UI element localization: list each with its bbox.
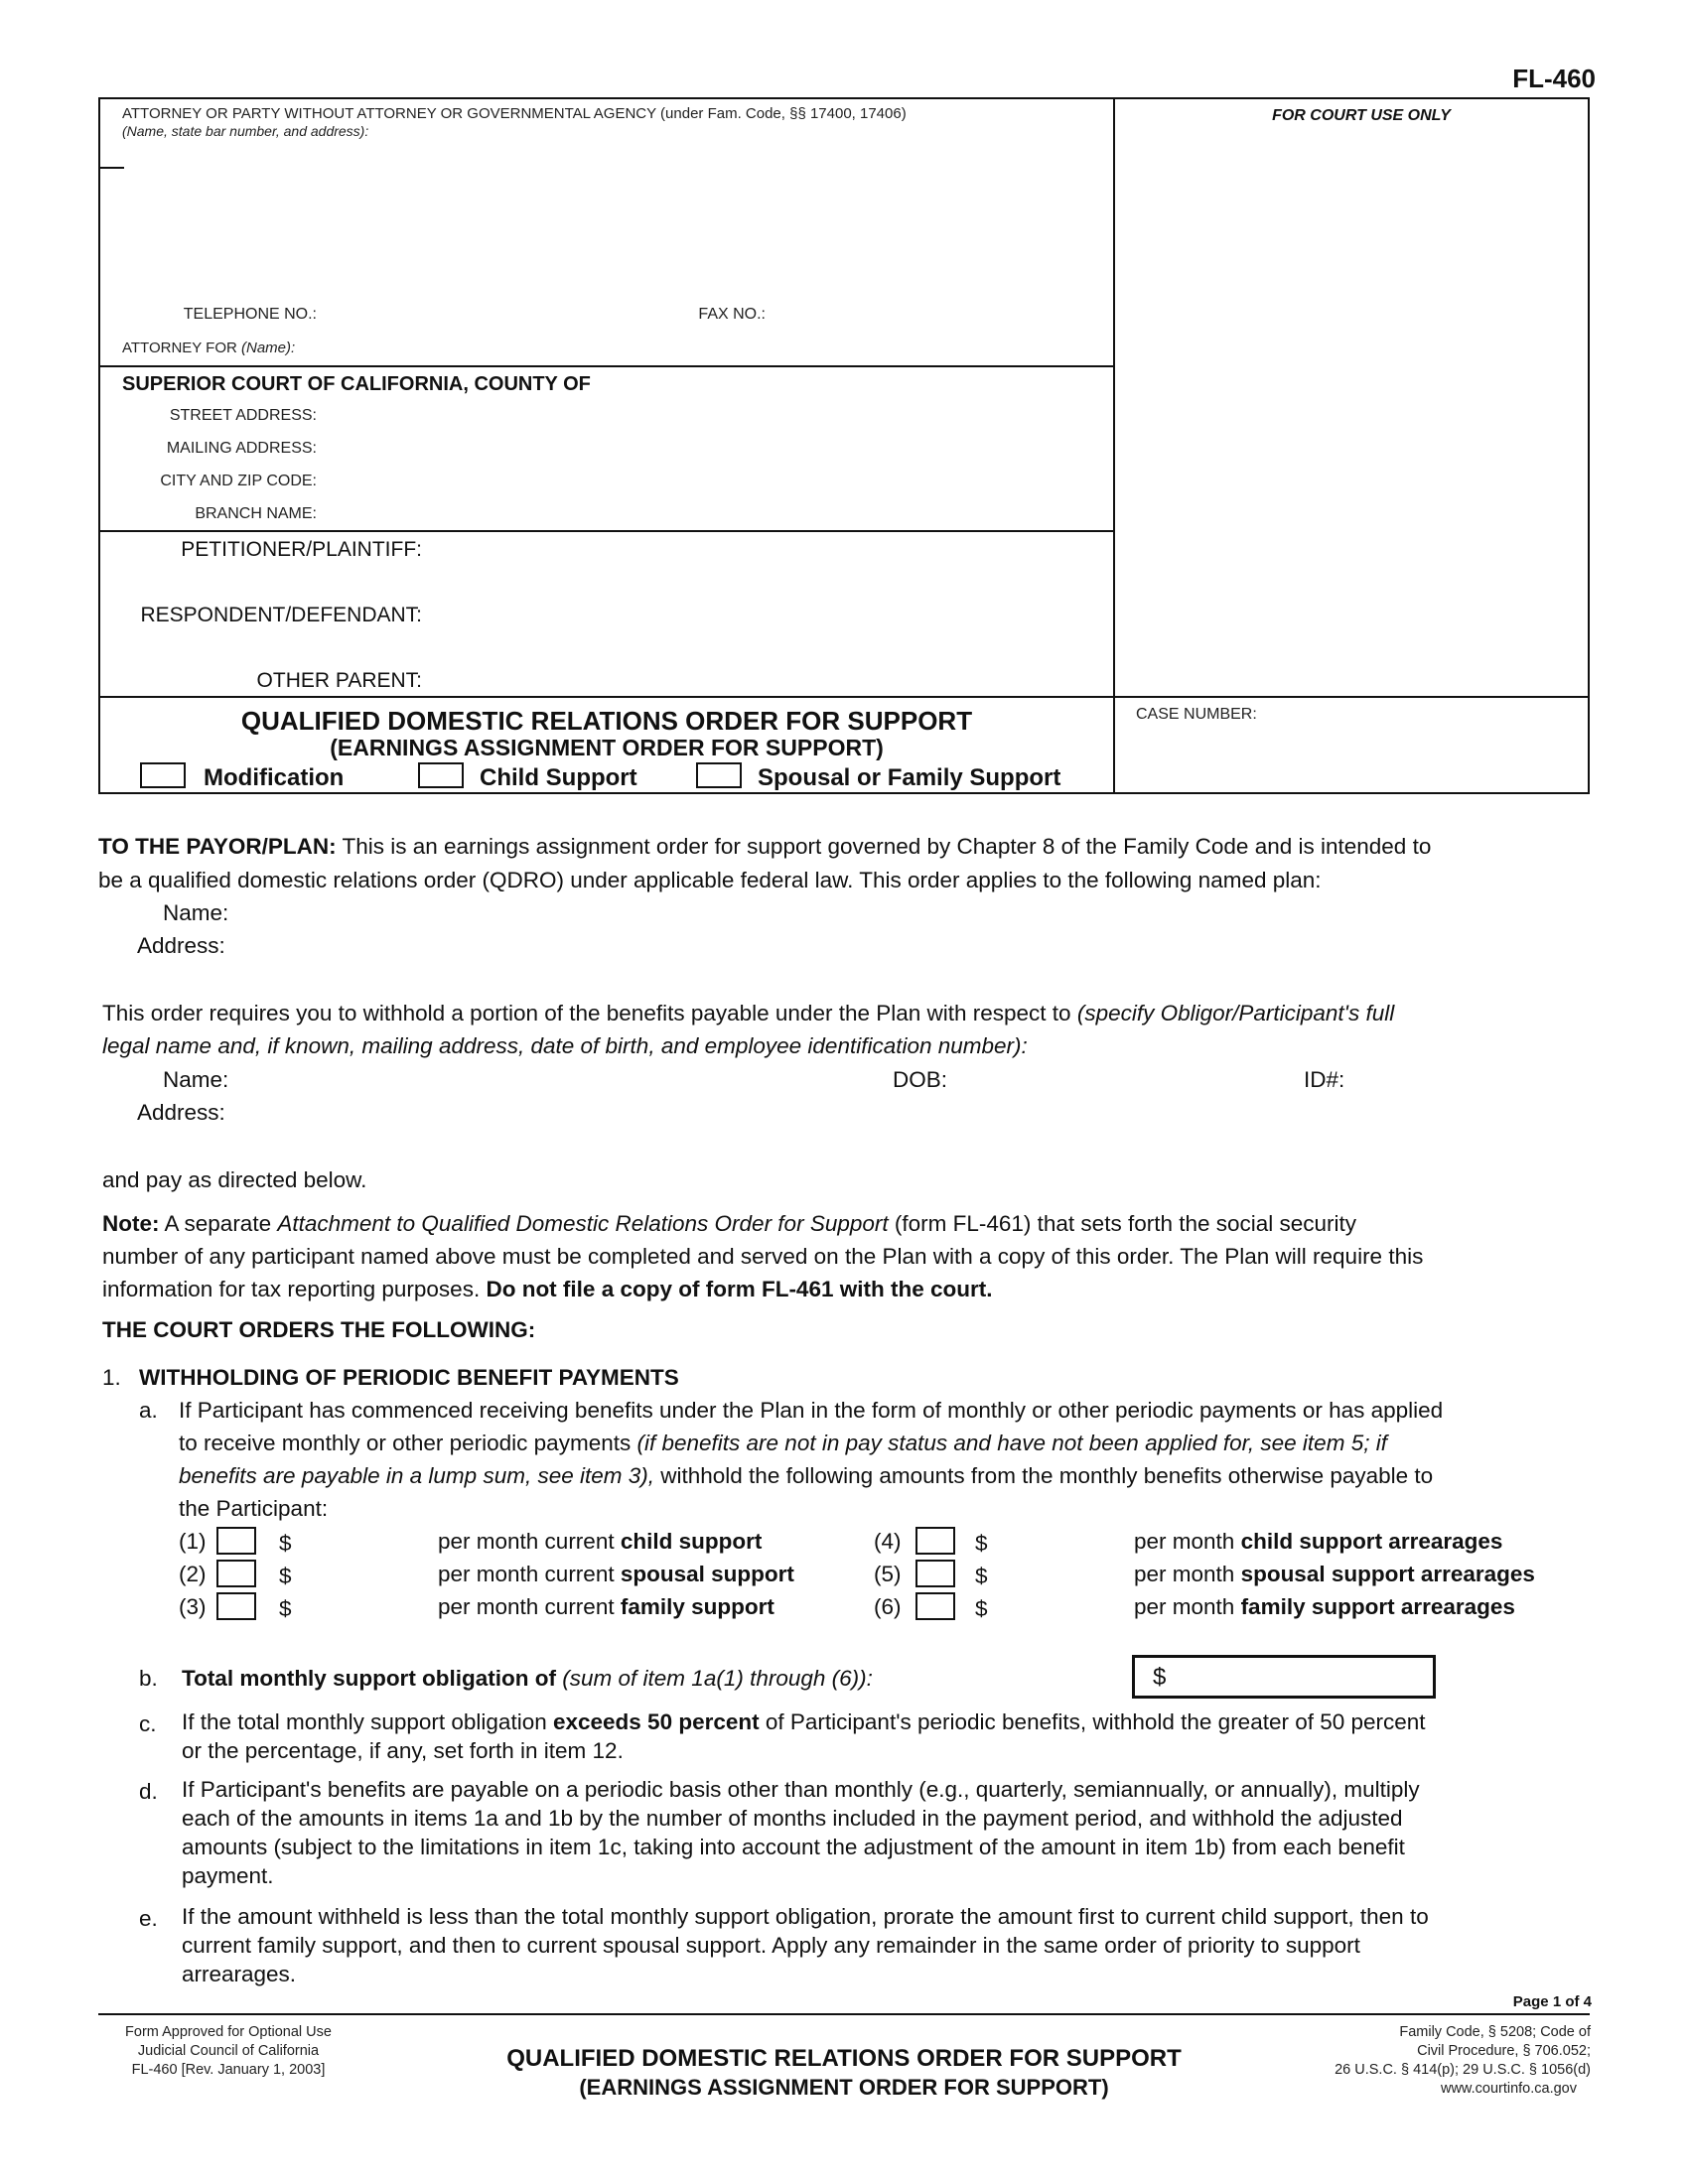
row5-checkbox[interactable] <box>915 1560 955 1587</box>
row6-checkbox[interactable] <box>915 1592 955 1620</box>
item1d-line3: amounts (subject to the limitations in item 1c, taking into account the adjustment of the amount in item 1b) from each benefit <box>182 1835 1405 1859</box>
payor-line2: be a qualified domestic relations order (QDRO) under applicable federal law. This order applies to the following named plan: <box>98 868 1322 892</box>
withhold-line1: This order requires you to withhold a portion of the benefits payable under the Plan with respect to (specify Obligor/Participant's full <box>102 1001 1395 1025</box>
branch-name-field[interactable] <box>324 501 1103 525</box>
court-title: SUPERIOR COURT OF CALIFORNIA, COUNTY OF <box>122 373 591 395</box>
footer-approval-line3: FL-460 [Rev. January 1, 2003] <box>131 2062 326 2078</box>
footer-citation-line2: Civil Procedure, § 706.052; <box>1417 2043 1591 2059</box>
attorney-sublabel: (Name, state bar number, and address): <box>122 123 369 139</box>
telephone-label: TELEPHONE NO.: <box>183 306 317 323</box>
plan-name-field[interactable] <box>238 896 1529 926</box>
modification-label: Modification <box>204 764 345 791</box>
row6-number: (6) <box>874 1594 902 1619</box>
row1-amount-field[interactable] <box>298 1527 427 1555</box>
item1a-line4: the Participant: <box>179 1496 329 1521</box>
item1a-letter: a. <box>139 1398 158 1423</box>
other-parent-label: OTHER PARENT: <box>256 669 422 692</box>
caption-divider-2 <box>100 530 1113 532</box>
court-orders-heading: THE COURT ORDERS THE FOLLOWING: <box>102 1317 536 1342</box>
item1d-letter: d. <box>139 1779 158 1804</box>
plan-address-label: Address: <box>137 933 225 958</box>
branch-name-label: BRANCH NAME: <box>195 505 317 522</box>
row4-number: (4) <box>874 1529 902 1554</box>
participant-address-field[interactable] <box>238 1096 1529 1126</box>
row1-checkbox[interactable] <box>216 1527 256 1555</box>
case-number-field[interactable] <box>1133 729 1585 788</box>
item1e-line2: current family support, and then to current spousal support. Apply any remainder in the same order of priority to support <box>182 1933 1360 1958</box>
mailing-address-label: MAILING ADDRESS: <box>166 440 317 457</box>
item1c-letter: c. <box>139 1711 157 1736</box>
withhold-line2: legal name and, if known, mailing address, date of birth, and employee identification number): <box>102 1033 1028 1058</box>
row4-amount-field[interactable] <box>995 1527 1124 1555</box>
dob-label: DOB: <box>893 1067 948 1092</box>
footer-title-line2: (EARNINGS ASSIGNMENT ORDER FOR SUPPORT) <box>579 2075 1109 2100</box>
footer-website-link[interactable]: www.courtinfo.ca.gov <box>1440 2081 1577 2097</box>
item1e-line3: arrearages. <box>182 1962 297 1986</box>
note-line3: information for tax reporting purposes. Do not file a copy of form FL-461 with the court. <box>102 1277 993 1301</box>
attorney-info-field[interactable] <box>124 147 1107 306</box>
item1a-line1: If Participant has commenced receiving benefits under the Plan in the form of monthly or other periodic payments or has applied <box>179 1398 1444 1423</box>
child-support-checkbox[interactable] <box>418 762 464 788</box>
note-line1: Note: A separate Attachment to Qualified Domestic Relations Order for Support (form FL-461) that sets forth the social security <box>102 1211 1357 1236</box>
petitioner-field[interactable] <box>428 534 1103 564</box>
form-title-line1: QUALIFIED DOMESTIC RELATIONS ORDER FOR SUPPORT <box>240 706 973 736</box>
footer-citation-line3: 26 U.S.C. § 414(p); 29 U.S.C. § 1056(d) <box>1335 2062 1591 2078</box>
caption-divider-vertical <box>1113 99 1115 794</box>
form-code: FL-460 <box>1512 64 1596 93</box>
modification-checkbox[interactable] <box>140 762 186 788</box>
row3-dollar: $ <box>279 1596 292 1621</box>
row6-text: per month family support arrearages <box>1134 1594 1515 1619</box>
row6-dollar: $ <box>975 1596 988 1621</box>
row3-number: (3) <box>179 1594 207 1619</box>
other-parent-field[interactable] <box>428 665 1103 693</box>
payor-line1: TO THE PAYOR/PLAN: This is an earnings assignment order for support governed by Chapter 8 of the Family Code and is intended to <box>98 834 1432 859</box>
attorney-mark <box>100 167 124 169</box>
row1-text: per month current child support <box>438 1529 763 1554</box>
mailing-address-field[interactable] <box>324 436 1103 460</box>
item1d-line4: payment. <box>182 1863 274 1888</box>
respondent-field[interactable] <box>428 600 1103 629</box>
row1-number: (1) <box>179 1529 207 1554</box>
note-line2: number of any participant named above must be completed and served on the Plan with a copy of this order. The Plan will require this <box>102 1244 1424 1269</box>
item1e-line1: If the amount withheld is less than the total monthly support obligation, prorate the amount first to current child support, then to <box>182 1904 1429 1929</box>
row1-dollar: $ <box>279 1531 292 1556</box>
footer-citations <box>1273 2023 1591 2099</box>
footer-citation-line1: Family Code, § 5208; Code of <box>1399 2024 1591 2040</box>
row3-amount-field[interactable] <box>298 1592 427 1620</box>
row2-dollar: $ <box>279 1564 292 1588</box>
item1c-line2: or the percentage, if any, set forth in item 12. <box>182 1738 624 1763</box>
footer-approval-line1: Form Approved for Optional Use <box>125 2024 332 2040</box>
footer-approval <box>79 2023 377 2080</box>
row5-number: (5) <box>874 1562 902 1586</box>
total-support-field[interactable] <box>1132 1655 1436 1699</box>
row2-number: (2) <box>179 1562 207 1586</box>
court-use-label: FOR COURT USE ONLY <box>1272 107 1451 124</box>
fax-field[interactable] <box>772 302 1099 326</box>
item1e-letter: e. <box>139 1906 158 1931</box>
child-support-label: Child Support <box>480 764 637 791</box>
item1a-line3: benefits are payable in a lump sum, see item 3), withhold the following amounts from the monthly benefits otherwise payable to <box>179 1463 1434 1488</box>
item1-number: 1. <box>102 1365 121 1390</box>
row2-checkbox[interactable] <box>216 1560 256 1587</box>
plan-address-field[interactable] <box>238 929 1529 959</box>
row4-text: per month child support arrearages <box>1134 1529 1503 1554</box>
caption-box <box>98 97 1590 794</box>
row3-text: per month current family support <box>438 1594 774 1619</box>
participant-address-label: Address: <box>137 1100 225 1125</box>
item1d-line1: If Participant's benefits are payable on a periodic basis other than monthly (e.g., quarterly, semiannually, or annually), multiply <box>182 1777 1420 1802</box>
respondent-label: RESPONDENT/DEFENDANT: <box>140 604 422 626</box>
footer-rule <box>98 2013 1590 2015</box>
row4-dollar: $ <box>975 1531 988 1556</box>
county-field[interactable] <box>656 369 1103 397</box>
id-label: ID#: <box>1304 1067 1345 1092</box>
spousal-family-checkbox[interactable] <box>696 762 742 788</box>
street-address-field[interactable] <box>324 403 1103 427</box>
participant-name-field[interactable] <box>238 1063 874 1093</box>
item1d-line2: each of the amounts in items 1a and 1b by the number of months included in the payment period, and withhold the adjusted <box>182 1806 1403 1831</box>
row5-dollar: $ <box>975 1564 988 1588</box>
row4-checkbox[interactable] <box>915 1527 955 1555</box>
caption-divider-1 <box>100 365 1113 367</box>
attorney-label: ATTORNEY OR PARTY WITHOUT ATTORNEY OR GOVERNMENTAL AGENCY (under Fam. Code, §§ 17400, 17406) <box>122 105 907 122</box>
caption-divider-3 <box>100 696 1590 698</box>
city-zip-field[interactable] <box>324 469 1103 492</box>
plan-name-label: Name: <box>163 900 229 925</box>
petitioner-label: PETITIONER/PLAINTIFF: <box>181 538 422 561</box>
item1b-letter: b. <box>139 1666 158 1691</box>
total-support-dollar: $ <box>1153 1664 1167 1691</box>
row6-amount-field[interactable] <box>995 1592 1124 1620</box>
form-title-line2: (EARNINGS ASSIGNMENT ORDER FOR SUPPORT) <box>330 735 884 760</box>
pay-directed: and pay as directed below. <box>102 1167 367 1192</box>
street-address-label: STREET ADDRESS: <box>169 407 317 424</box>
footer-approval-line2: Judicial Council of California <box>137 2043 320 2059</box>
attorney-for-label: ATTORNEY FOR (Name): <box>122 340 296 356</box>
row2-text: per month current spousal support <box>438 1562 794 1586</box>
row5-amount-field[interactable] <box>995 1560 1124 1587</box>
row5-text: per month spousal support arrearages <box>1134 1562 1535 1586</box>
item1-title: WITHHOLDING OF PERIODIC BENEFIT PAYMENTS <box>139 1365 679 1390</box>
city-zip-label: CITY AND ZIP CODE: <box>160 473 317 489</box>
dob-field[interactable] <box>959 1063 1287 1093</box>
fax-label: FAX NO.: <box>698 306 766 323</box>
item1b-text: Total monthly support obligation of (sum of item 1a(1) through (6)): <box>182 1666 873 1691</box>
item1a-line2: to receive monthly or other periodic payments (if benefits are not in pay status and have not been applied for, see item 5; if <box>179 1431 1387 1455</box>
attorney-for-field[interactable] <box>329 336 1103 361</box>
spousal-family-label: Spousal or Family Support <box>758 764 1061 791</box>
telephone-field[interactable] <box>324 302 622 326</box>
case-number-label: CASE NUMBER: <box>1136 706 1257 723</box>
participant-name-label: Name: <box>163 1067 229 1092</box>
row3-checkbox[interactable] <box>216 1592 256 1620</box>
page-number: Page 1 of 4 <box>1512 1993 1592 2010</box>
item1c-line1: If the total monthly support obligation exceeds 50 percent of Participant's periodic benefits, withhold the greater of 50 percent <box>182 1709 1426 1734</box>
row2-amount-field[interactable] <box>298 1560 427 1587</box>
id-field[interactable] <box>1360 1063 1579 1093</box>
footer-title-line1: QUALIFIED DOMESTIC RELATIONS ORDER FOR SUPPORT <box>506 2045 1182 2072</box>
